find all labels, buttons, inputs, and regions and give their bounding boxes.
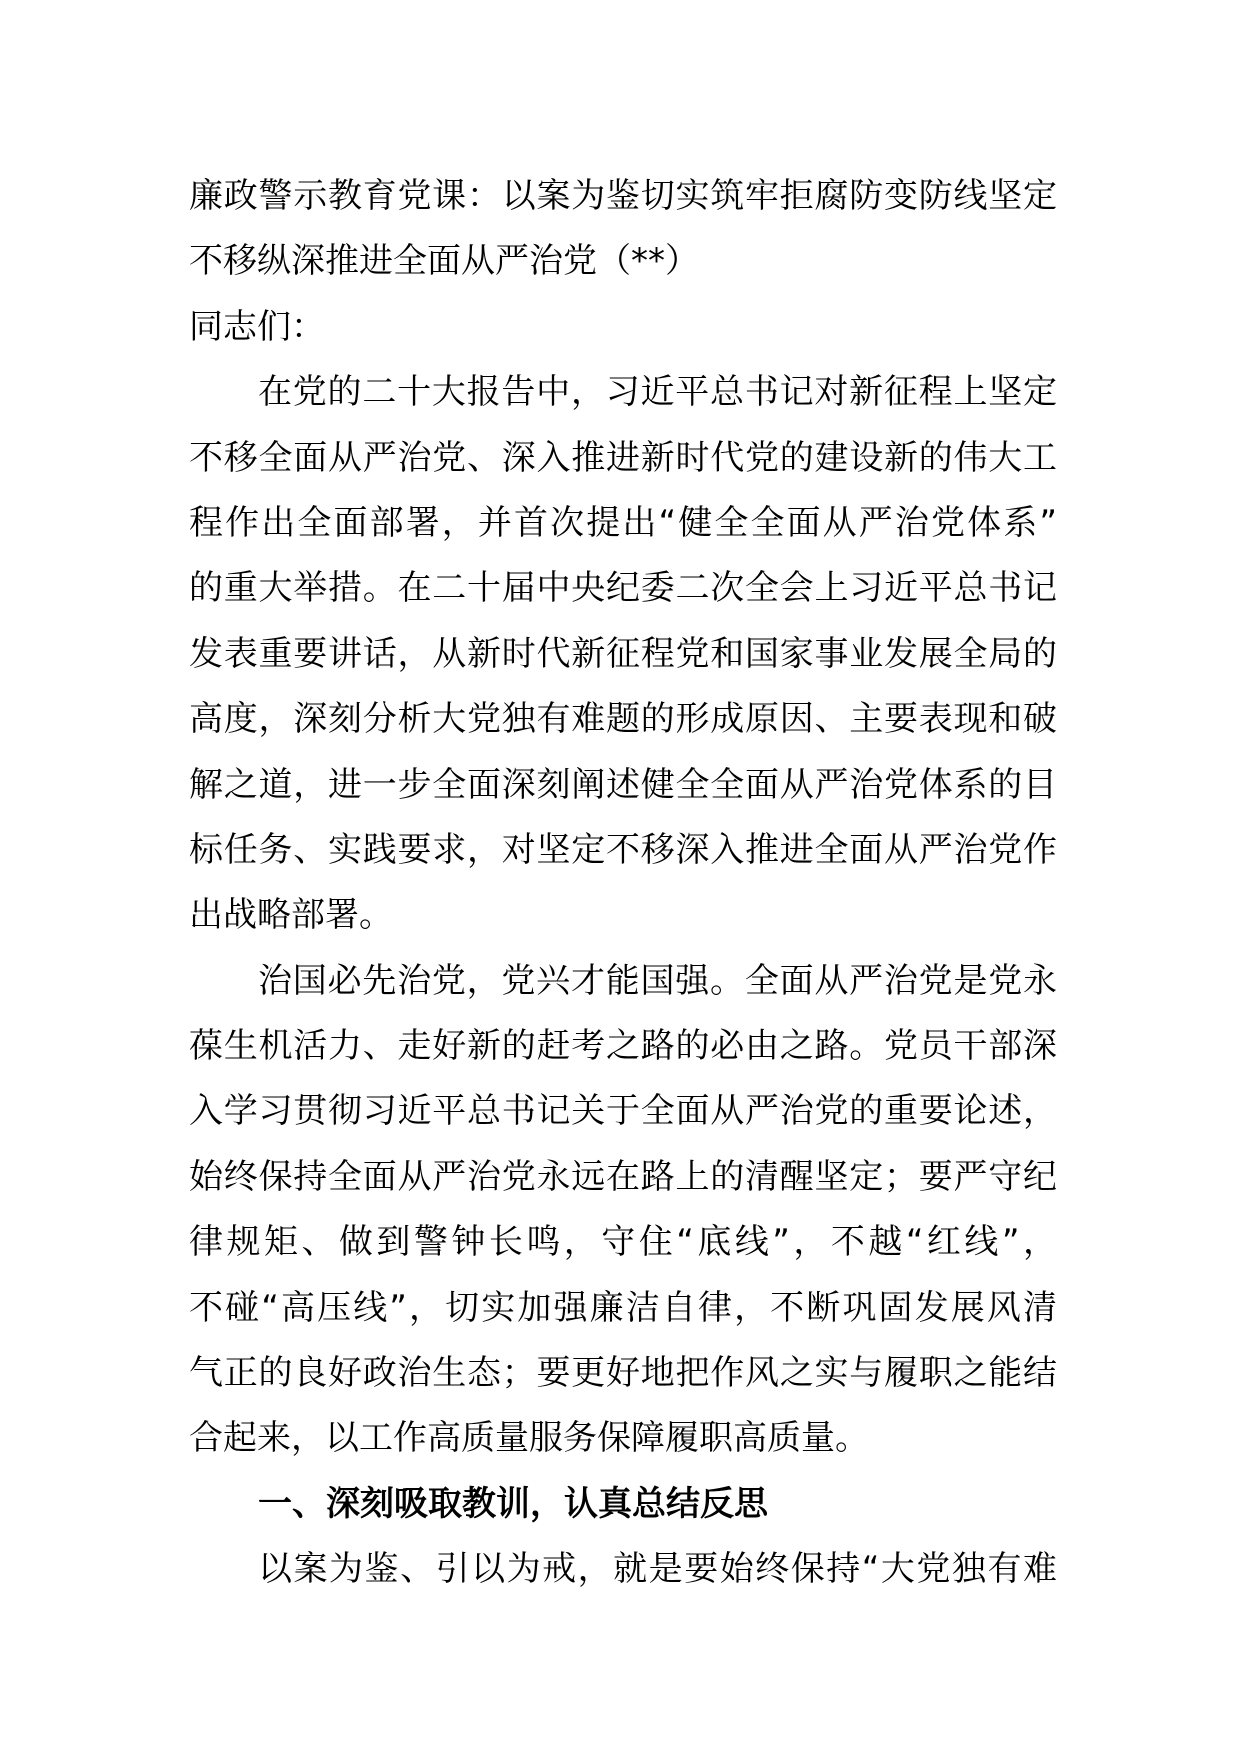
paragraph-1 (189, 360, 1057, 949)
salutation: 同志们： (189, 306, 325, 347)
paragraph-line: 治国必先治党，党兴才能国强。全面从严治党是党永 (258, 960, 1057, 1001)
paragraph-line: 合起来，以工作高质量服务保障履职高质量。 (189, 1418, 869, 1459)
paragraph-line: 标任务、实践要求，对坚定不移深入推进全面从严治党作 (189, 829, 1057, 870)
document-page (189, 164, 1057, 1603)
paragraph-line: 葆生机活力、走好新的赶考之路的必由之路。党员干部深 (189, 1026, 1057, 1067)
paragraph-line: 气正的良好政治生态；要更好地把作风之实与履职之能结 (189, 1353, 1057, 1394)
paragraph-line: 律规矩、做到警钟长鸣，守住“底线”，不越“红线”， (189, 1222, 1057, 1263)
paragraph-line: 不碰“高压线”，切实加强廉洁自律，不断巩固发展风清 (189, 1287, 1057, 1328)
paragraph-line: 入学习贯彻习近平总书记关于全面从严治党的重要论述， (189, 1091, 1057, 1132)
paragraph-line: 的重大举措。在二十届中央纪委二次全会上习近平总书记 (189, 568, 1057, 609)
paragraph-line: 以案为鉴、引以为戒，就是要始终保持“大党独有难 (258, 1549, 1057, 1590)
paragraph-line: 高度，深刻分析大党独有难题的形成原因、主要表现和破 (189, 699, 1057, 740)
paragraph-line: 不移全面从严治党、深入推进新时代党的建设新的伟大工 (189, 437, 1057, 478)
document-title-line: 廉政警示教育党课：以案为鉴切实筑牢拒腐防变防线坚定 (189, 176, 1057, 216)
paragraph-line: 程作出全面部署，并首次提出“健全全面从严治党体系” (189, 502, 1057, 543)
paragraph-line: 始终保持全面从严治党永远在路上的清醒坚定；要严守纪 (189, 1156, 1057, 1197)
paragraph-2 (189, 949, 1057, 1472)
paragraph-line: 出战略部署。 (189, 895, 393, 936)
paragraph-line: 发表重要讲话，从新时代新征程党和国家事业发展全局的 (189, 633, 1057, 674)
section-heading: 一、深刻吸取教训，认真总结反思 (258, 1483, 768, 1524)
paragraph-3 (189, 1537, 1057, 1602)
document-title-line: 不移纵深推进全面从严治党（**） (189, 241, 699, 282)
paragraph-line: 在党的二十大报告中，习近平总书记对新征程上坚定 (258, 372, 1057, 413)
paragraph-line: 解之道，进一步全面深刻阐述健全全面从严治党体系的目 (189, 764, 1057, 805)
